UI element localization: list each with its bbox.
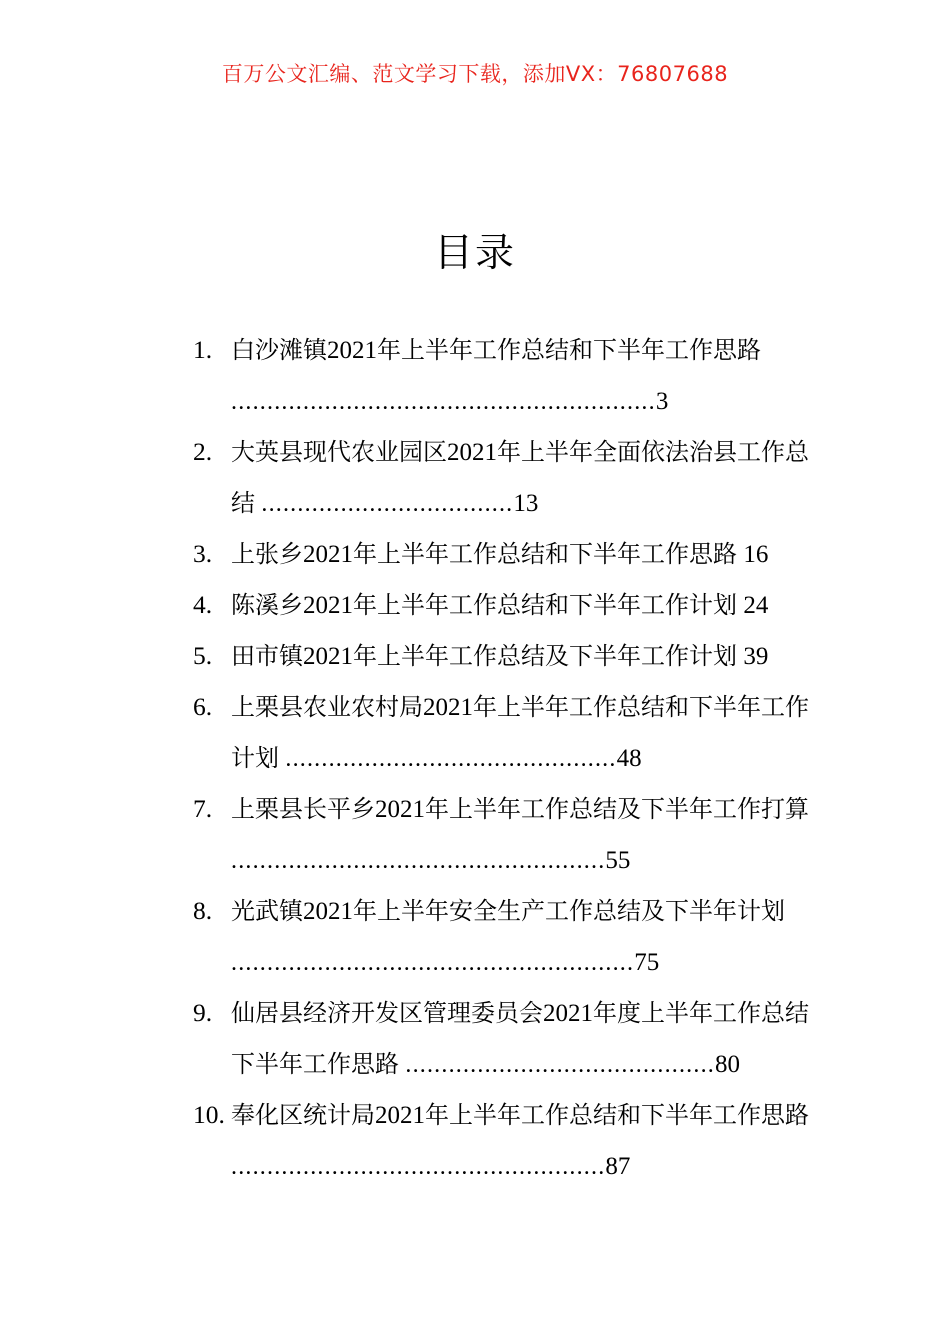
toc-entry-number: 6.: [193, 692, 213, 721]
toc-entry[interactable]: [193, 529, 821, 580]
toc-entry-title: 白沙滩镇2021年上半年工作总结和下半年工作思路: [231, 336, 761, 364]
toc-leader-dots: ...................................: [261, 491, 514, 517]
toc-page-number: 13: [513, 490, 539, 517]
toc-entry-body: [231, 631, 821, 682]
toc-entry-body: [231, 1090, 821, 1192]
toc-page-number: 24: [743, 592, 769, 619]
toc-entry-body: [231, 325, 821, 427]
toc-entry-number: 4.: [193, 590, 213, 619]
toc-entry[interactable]: [193, 988, 821, 1090]
toc-entry-number: 8.: [193, 896, 213, 925]
toc-entry[interactable]: [193, 784, 821, 886]
toc-entry-body: [231, 886, 821, 988]
toc-entry-number: 5.: [193, 641, 213, 670]
toc-entry-title: 奉化区统计局2021年上半年工作总结和下半年工作思路: [231, 1101, 809, 1129]
toc-leader-dots: ....................................................: [231, 1154, 606, 1180]
toc-entry-number: 2.: [193, 437, 213, 466]
toc-entry[interactable]: [193, 580, 821, 631]
toc-leader-dots: ........................................................: [231, 950, 635, 976]
toc-entry-number: 1.: [193, 335, 213, 364]
toc-entry[interactable]: [193, 325, 821, 427]
toc-entry-title: 上栗县农业农村局2021年上半年工作总结和下半年工作计划: [231, 693, 809, 772]
toc-leader-dots: ...........................................: [405, 1052, 715, 1078]
toc-entry-body: [231, 427, 821, 529]
toc-entry-title: 田市镇2021年上半年工作总结及下半年工作计划: [231, 642, 737, 670]
toc-leader-dots: ....................................................: [231, 848, 606, 874]
toc-entry[interactable]: [193, 1090, 821, 1192]
toc-entry-body: [231, 580, 821, 631]
toc-entry[interactable]: [193, 427, 821, 529]
toc-entry-title: 上栗县长平乡2021年上半年工作总结及下半年工作打算: [231, 795, 809, 823]
toc-entry[interactable]: [193, 886, 821, 988]
toc-entry-body: [231, 682, 821, 784]
toc-page-number: 16: [743, 541, 769, 568]
toc-leader-dots: ..............................................: [285, 746, 617, 772]
toc-entry-title: 仙居县经济开发区管理委员会2021年度上半年工作总结下半年工作思路: [231, 999, 809, 1078]
toc-entry-number: 3.: [193, 539, 213, 568]
toc-entry[interactable]: [193, 682, 821, 784]
table-of-contents: [193, 325, 821, 1192]
toc-entry-body: [231, 529, 821, 580]
toc-entry-title: 陈溪乡2021年上半年工作总结和下半年工作计划: [231, 591, 737, 619]
toc-leader-dots: ...........................................................: [231, 389, 656, 415]
toc-page-number: 3: [655, 388, 669, 415]
toc-page-number: 55: [605, 847, 631, 874]
toc-entry-number: 7.: [193, 794, 213, 823]
toc-entry-body: [231, 784, 821, 886]
toc-entry-title: 光武镇2021年上半年安全生产工作总结及下半年计划: [231, 897, 785, 925]
toc-entry-title: 上张乡2021年上半年工作总结和下半年工作思路: [231, 540, 737, 568]
toc-entry-number: 9.: [193, 998, 213, 1027]
promo-banner: 百万公文汇编、范文学习下载，添加VX：76807688: [221, 62, 729, 86]
toc-entry-body: [231, 988, 821, 1090]
toc-page-number: 75: [634, 949, 660, 976]
toc-entry[interactable]: [193, 631, 821, 682]
toc-entry-title: 大英县现代农业园区2021年上半年全面依法治县工作总结: [231, 438, 809, 517]
toc-page-number: 87: [605, 1153, 631, 1180]
page-title: 目录: [433, 231, 516, 276]
toc-page-number: 48: [616, 745, 642, 772]
toc-page-number: 80: [714, 1051, 740, 1078]
toc-entry-number: 10.: [193, 1100, 225, 1129]
toc-page-number: 39: [743, 643, 769, 670]
